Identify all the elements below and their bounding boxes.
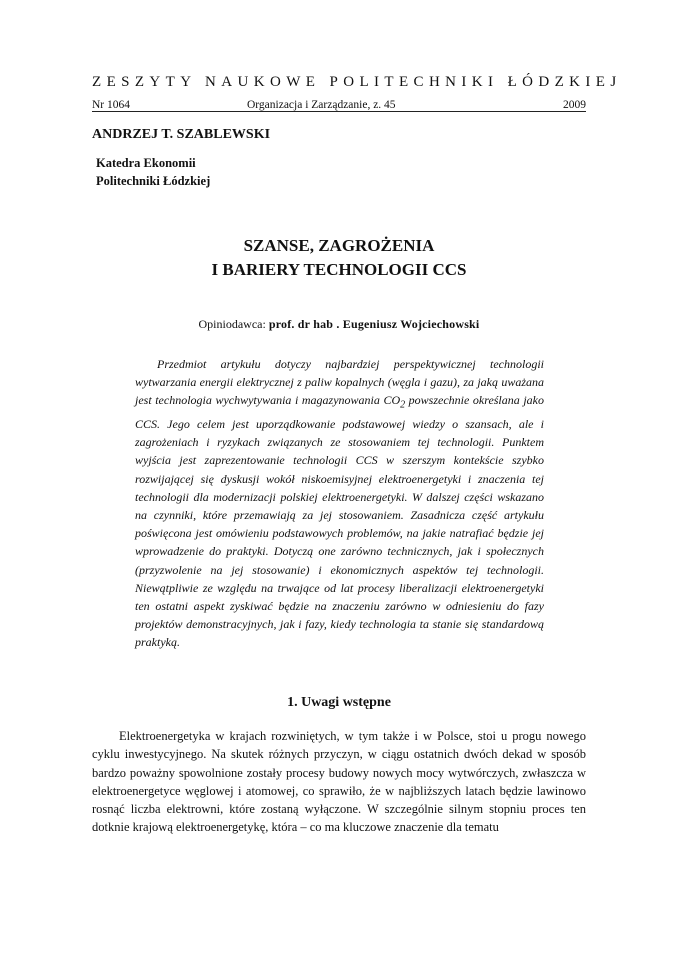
section-heading: 1. Uwagi wstępne [287, 695, 391, 710]
journal-name: ZESZYTY NAUKOWE POLITECHNIKI ŁÓDZKIEJ [92, 74, 622, 90]
issue-number: Nr 1064 [92, 99, 131, 111]
reviewer-label: Opiniodawca: [198, 317, 266, 331]
abstract [135, 355, 544, 652]
reviewer-line [92, 316, 586, 332]
affiliation-line-1: Katedra Ekonomii [96, 156, 196, 170]
title-line-1: SZANSE, ZAGROŻENIA [243, 236, 435, 255]
article-title [92, 234, 586, 282]
abstract-text-1: Przedmiot artykułu dotyczy najbardziej perspektywicznej technologii wytwarzania energii elektrycznej z paliw kopalnych (węgla i gazu), za jaką uważana jest technologia wychwytywania i magazynowania CO [135, 357, 544, 408]
reviewer-name: prof. dr hab . Eugeniusz Wojciechowski [268, 317, 480, 331]
title-line-2: I BARIERY TECHNOLOGII CCS [211, 260, 467, 279]
affiliation-line-2: Politechniki Łódzkiej [96, 174, 211, 188]
co2-subscript: 2 [400, 399, 406, 411]
author-affiliation [96, 154, 210, 190]
abstract-text-2: powszechnie określana jako CCS. Jego celem jest uporządkowanie podstawowej wiedzy o szansach, ale i zagrożeniach i ryzykach związanych ze stosowaniem tej technologii. Punktem wyjścia jest zaprezentowanie technologii CCS w szerszym kontekście szybko rozwijającej się dyskusji wokół niskoemisyjnej elektroenergetyki i znaczenia tej technologii dla modernizacji polskiej elektroenergetyki. W dalszej części wskazano na czynniki, które przemawiają za jej stosowaniem. Zasadnicza część artykułu poświęcona jest omówieniu podstawowych problemów, na jakie natrafiać będzie jej wprowadzenie do praktyki. Dotyczą one zarówno technicznych, jak i społecznych (przyzwolenie na jej stosowanie) i ekonomicznych aspektów tej technologii. Niewątpliwie ze względu na trwające od lat procesy liberalizacji elektroenergetyki ten ostatni aspekt zyskiwać będzie na znaczeniu zarówno w odniesieniu do fazy projektów demonstracyjnych, jak i fazy, kiedy technologia ta stanie się standardową praktyką. [135, 393, 544, 650]
issue-year: 2009 [563, 99, 586, 111]
body-paragraph: Elektroenergetyka w krajach rozwiniętych, w tym także i w Polsce, stoi u progu nowego cyklu inwestycyjnego. Na skutek różnych przyczyn, w ciągu ostatnich dwóch dekad w sposób bardzo poważny spowolnione zostały procesy budowy nowych mocy wytwórczych, zwłaszcza w elektroenergetyce węglowej i atomowej, co sprawiło, że w najbliższych latach będzie lawinowo rosnąć liczba elektrowni, które zostaną wyłączone. W szczególnie silnym stopniu proces ten dotknie krajową elektroenergetykę, która – co ma kluczowe znaczenie dla tematu [92, 729, 586, 835]
issue-series: Organizacja i Zarządzanie, z. 45 [247, 99, 396, 111]
author-name: ANDRZEJ T. SZABLEWSKI [92, 127, 271, 142]
header-rule [92, 111, 586, 112]
